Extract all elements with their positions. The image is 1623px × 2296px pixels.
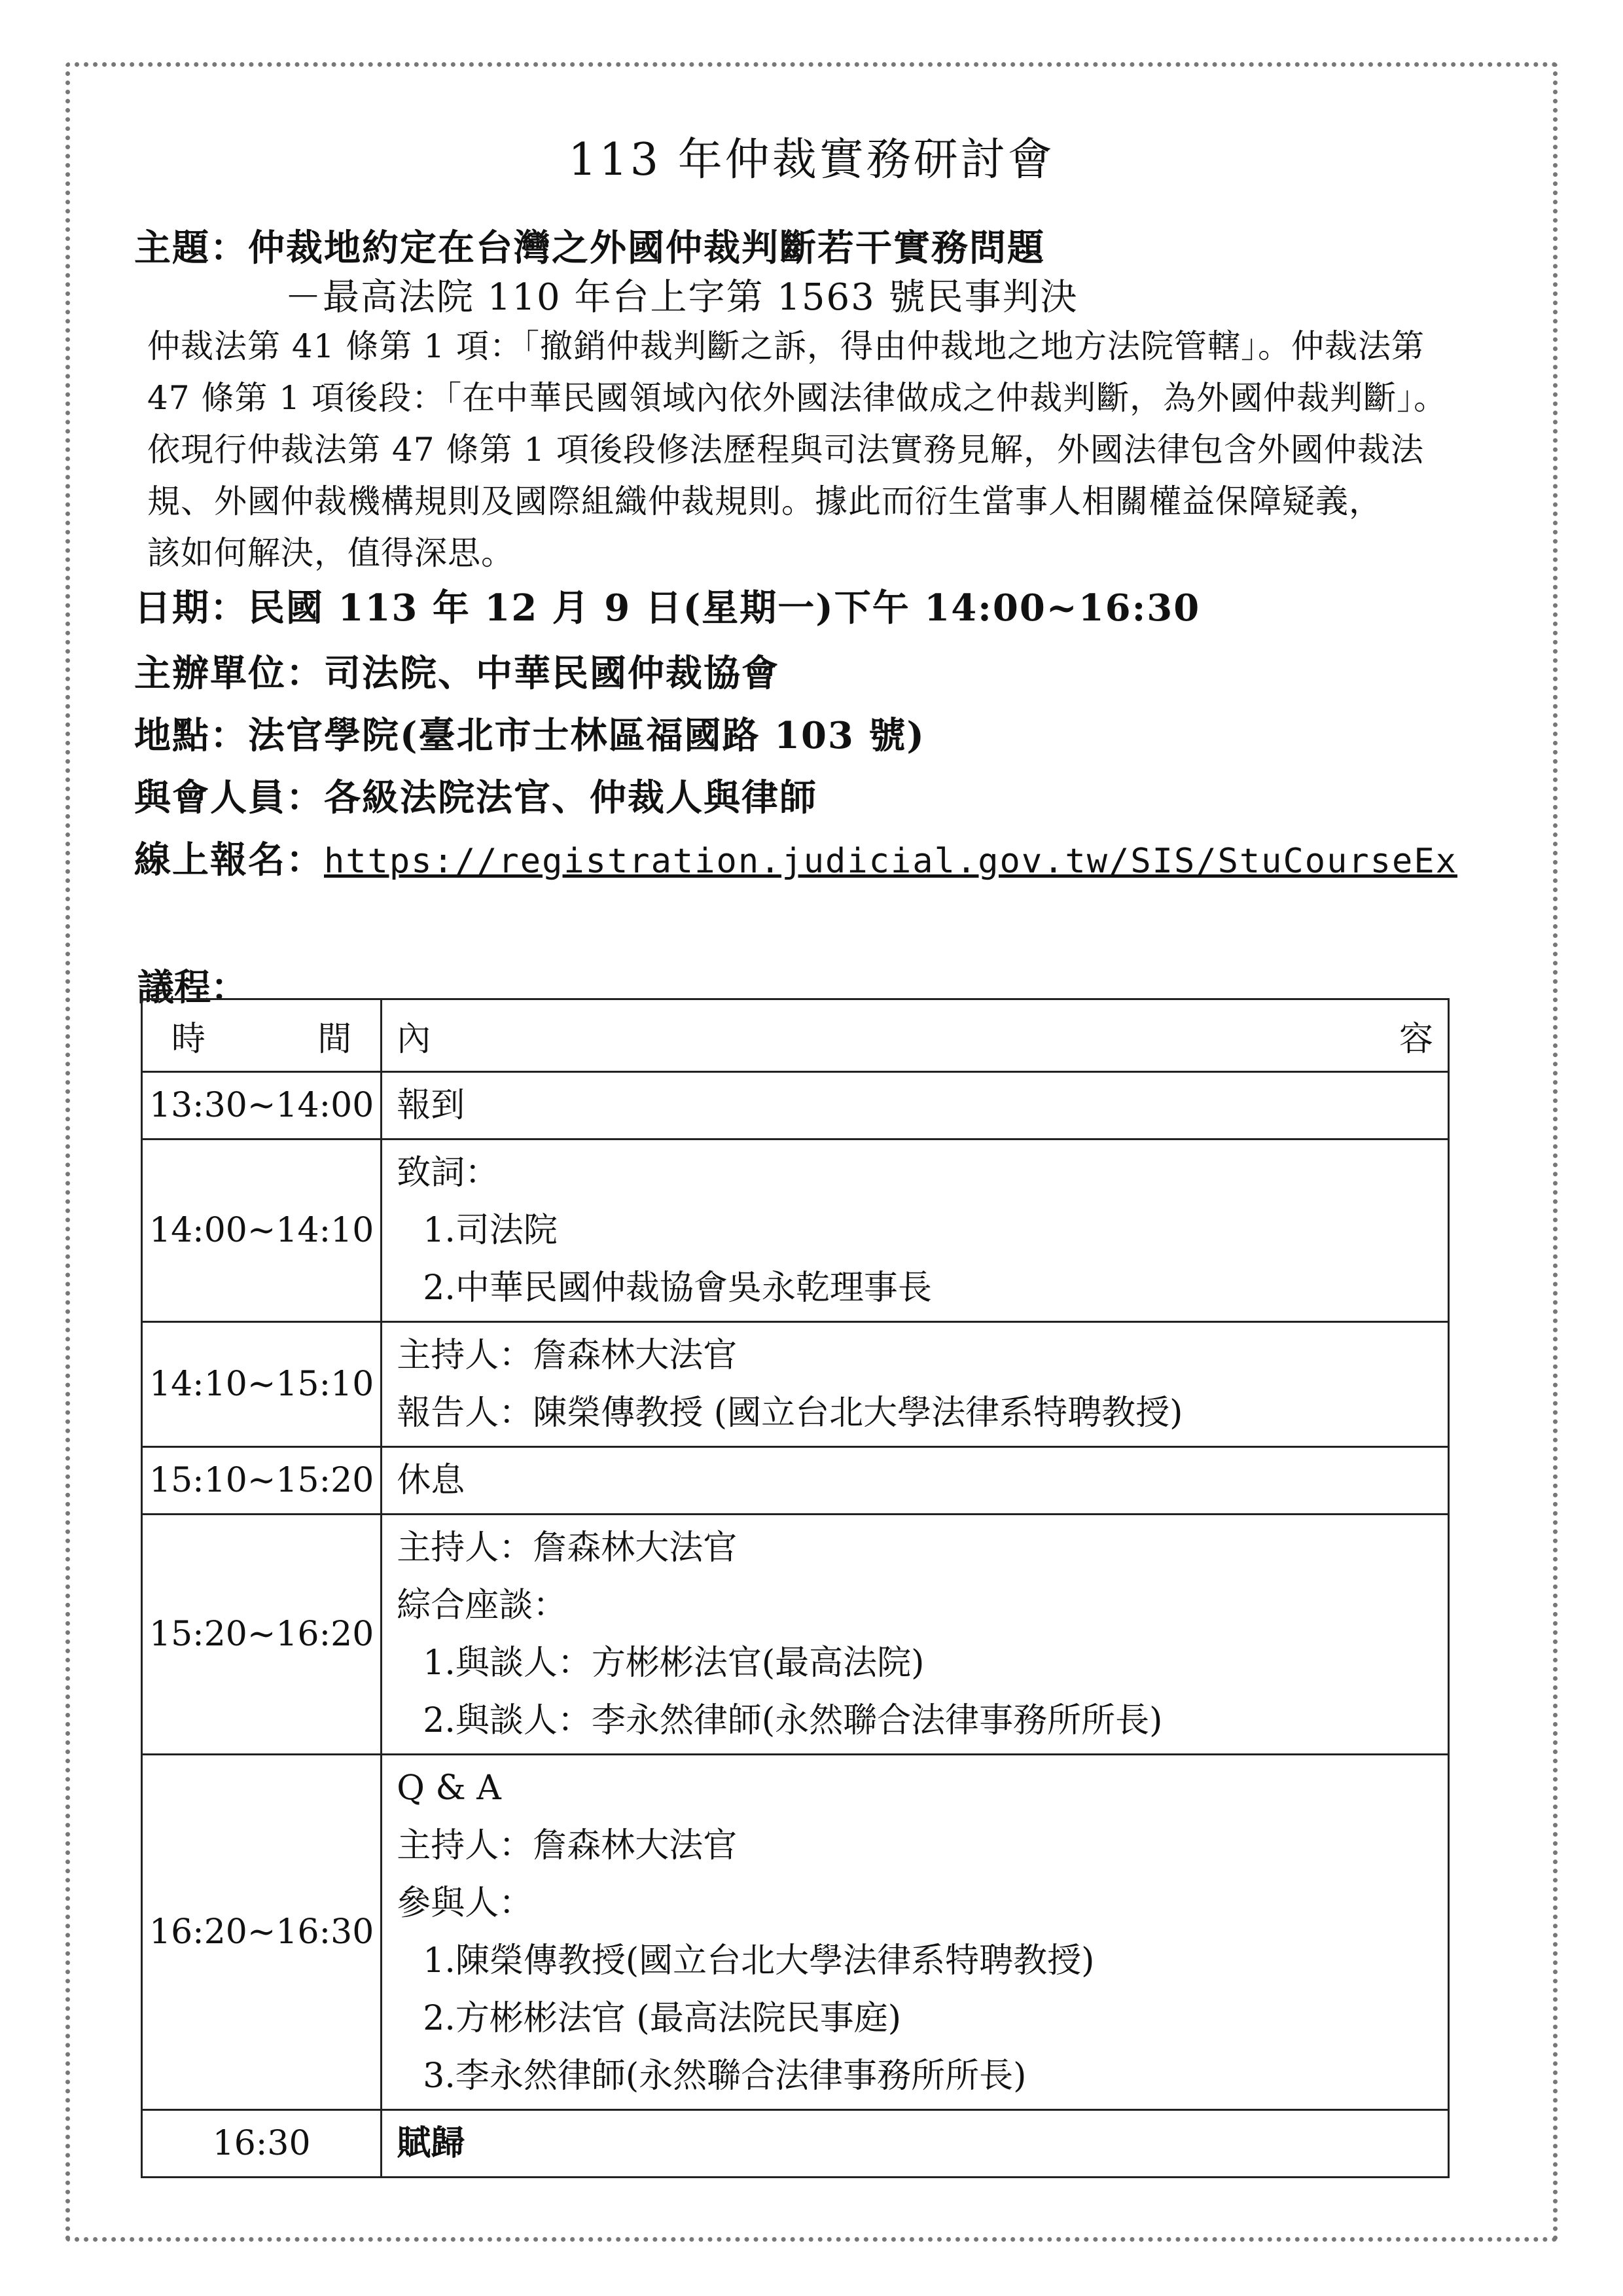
description-line: 規、外國仲裁機構規則及國際組織仲裁規則。據此而衍生當事人相關權益保障疑義， — [147, 482, 1382, 520]
venue-label: 地點： — [134, 714, 248, 757]
agenda-content — [382, 1447, 1449, 1515]
venue-value: 法官學院(臺北市士林區福國路 103 號) — [248, 714, 925, 757]
organizer-line — [134, 645, 779, 697]
agenda-time: 14:10~15:10 — [142, 1322, 382, 1447]
agenda-label: 議程： — [137, 966, 247, 1009]
agenda-row — [142, 1755, 1449, 2110]
registration-line — [134, 831, 1457, 884]
agenda-row — [142, 1072, 1449, 1139]
description-line: 47 條第 1 項後段：「在中華民國領域內依外國法律做成之仲裁判斷，為外國仲裁判斷」。 — [147, 379, 1448, 417]
agenda-row — [142, 1447, 1449, 1515]
page-title: 113 年仲裁實務研討會 — [568, 134, 1055, 186]
agenda-line: 主持人：詹森林大法官 — [397, 1528, 738, 1568]
agenda-line: 1.與談人：方彬彬法官(最高法院) — [423, 1643, 925, 1683]
agenda-line: 1.陳榮傳教授(國立台北大學法律系特聘教授) — [423, 1941, 1095, 1981]
agenda-row — [142, 1515, 1449, 1755]
agenda-content — [382, 1755, 1449, 2110]
agenda-line: 報到 — [397, 1086, 465, 1125]
agenda-line: 2.中華民國仲裁協會吳永乾理事長 — [423, 1268, 932, 1308]
agenda-content — [382, 1139, 1449, 1322]
agenda-line: 3.李永然律師(永然聯合法律事務所所長) — [423, 2056, 1027, 2096]
agenda-content — [382, 2110, 1449, 2178]
topic-main: 仲裁地約定在台灣之外國仲裁判斷若干實務問題 — [248, 226, 1045, 270]
organizer-label: 主辦單位： — [134, 652, 324, 695]
agenda-line: 參與人： — [397, 1884, 533, 1923]
agenda-content — [382, 1072, 1449, 1139]
agenda-line: Q & A — [397, 1768, 501, 1808]
agenda-line: 賦歸 — [397, 2123, 465, 2163]
agenda-table — [141, 998, 1450, 2178]
agenda-row — [142, 2110, 1449, 2178]
agenda-row — [142, 1322, 1449, 1447]
date-label: 日期： — [134, 586, 248, 630]
attendees-line — [134, 769, 817, 821]
agenda-time: 13:30~14:00 — [142, 1072, 382, 1139]
agenda-line: 報告人：陳榮傳教授 (國立台北大學法律系特聘教授) — [397, 1393, 1183, 1433]
content-header-right: 容 — [1399, 1019, 1433, 1059]
time-header — [142, 999, 382, 1072]
registration-label: 線上報名： — [134, 838, 324, 882]
registration-link[interactable]: https://registration.judicial.gov.tw/SIS/StuCourseEx — [324, 842, 1457, 881]
agenda-header-row — [142, 999, 1449, 1072]
description — [147, 321, 1463, 579]
agenda-line: 2.與談人：李永然律師(永然聯合法律事務所所長) — [423, 1701, 1163, 1740]
topic-subtitle: －最高法院 110 年台上字第 1563 號民事判決 — [285, 276, 1079, 319]
agenda-time: 16:20~16:30 — [142, 1755, 382, 2110]
agenda-line: 2.方彬彬法官 (最高法院民事庭) — [423, 1999, 901, 2038]
description-line: 該如何解決，值得深思。 — [147, 534, 514, 572]
agenda-content — [382, 1322, 1449, 1447]
organizer-value: 司法院、中華民國仲裁協會 — [324, 652, 779, 695]
date-line — [134, 579, 1200, 632]
venue-line — [134, 707, 925, 759]
agenda-time: 16:30 — [142, 2110, 382, 2178]
agenda-line: 主持人：詹森林大法官 — [397, 1826, 738, 1865]
topic-line — [134, 219, 1045, 272]
agenda-time: 15:20~16:20 — [142, 1515, 382, 1755]
attendees-value: 各級法院法官、仲裁人與律師 — [324, 776, 817, 819]
agenda-row — [142, 1139, 1449, 1322]
time-header-left: 時 — [171, 1019, 206, 1059]
agenda-line: 致詞： — [397, 1153, 499, 1193]
content-header — [382, 999, 1449, 1072]
description-line: 仲裁法第 41 條第 1 項：「撤銷仲裁判斷之訴，得由仲裁地之地方法院管轄」。仲裁法第 — [147, 327, 1425, 365]
agenda-time: 15:10~15:20 — [142, 1447, 382, 1515]
agenda-line: 1.司法院 — [423, 1211, 558, 1250]
topic-label: 主題： — [134, 226, 248, 270]
content-header-left: 內 — [397, 1019, 431, 1059]
agenda-line: 休息 — [397, 1461, 465, 1500]
description-line: 依現行仲裁法第 47 條第 1 項後段修法歷程與司法實務見解，外國法律包含外國仲裁法 — [147, 431, 1425, 469]
date-value: 民國 113 年 12 月 9 日(星期一)下午 14:00~16:30 — [248, 586, 1201, 630]
attendees-label: 與會人員： — [134, 776, 324, 819]
agenda-time: 14:00~14:10 — [142, 1139, 382, 1322]
agenda-line: 綜合座談： — [397, 1586, 567, 1625]
agenda-content — [382, 1515, 1449, 1755]
agenda-line: 主持人：詹森林大法官 — [397, 1336, 738, 1375]
time-header-right: 間 — [317, 1019, 352, 1059]
